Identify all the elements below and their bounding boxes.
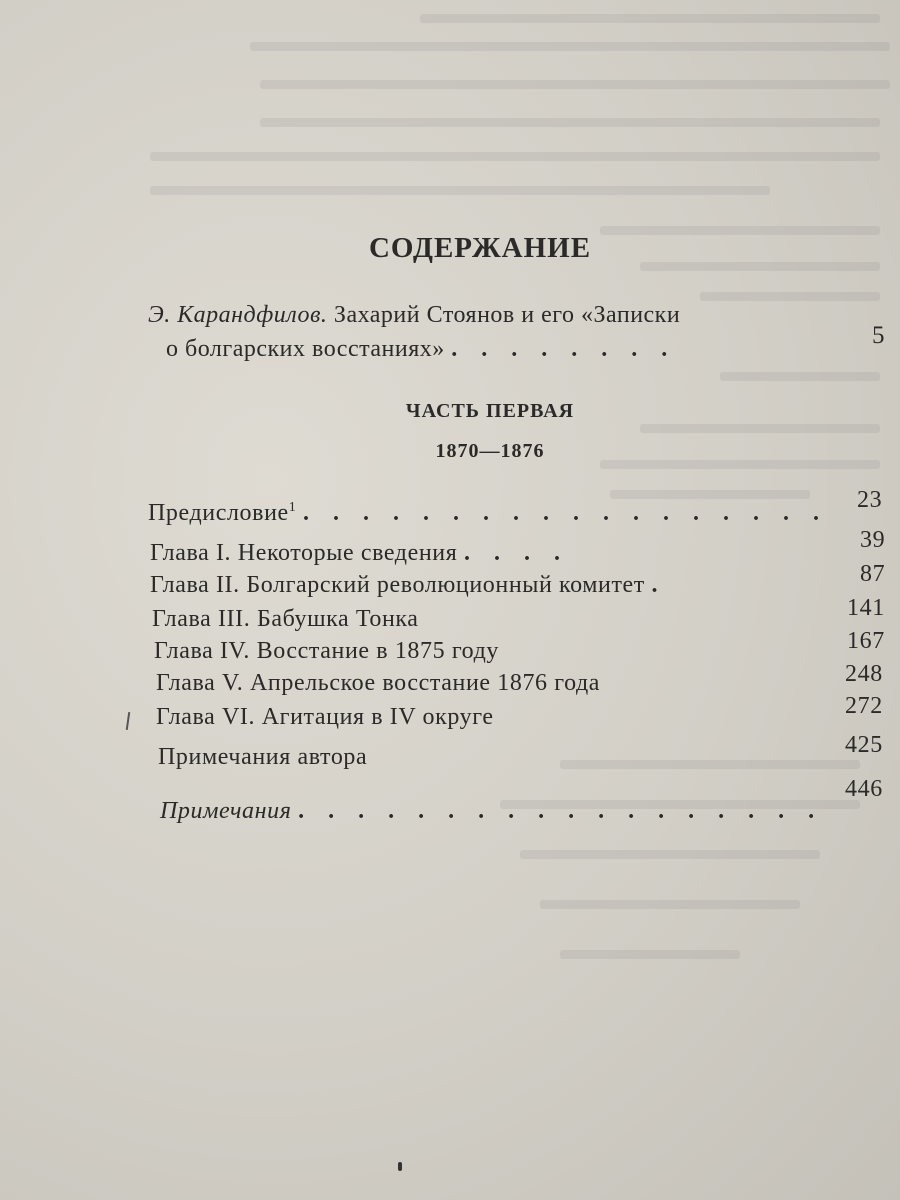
entry-leader-dots: . . . . . . . . . . . . . . . . . . bbox=[303, 500, 828, 526]
entry-label: Глава VI. Агитация в IV округе bbox=[156, 704, 494, 730]
entry-page-number: 23 bbox=[857, 487, 883, 513]
entry-label: Глава IV. Восстание в 1875 году bbox=[154, 638, 499, 664]
intro-title-line2: о болгарских восстаниях» bbox=[166, 336, 445, 362]
entry-leader-dots: . . . . . . . . . . . . . . . . . . bbox=[298, 798, 824, 824]
page-title: СОДЕРЖАНИЕ bbox=[368, 232, 592, 264]
toc-entry-intro[interactable] bbox=[148, 298, 848, 366]
entry-page-number: 87 bbox=[860, 561, 886, 587]
toc-entry-chapter-2-page bbox=[860, 561, 885, 588]
toc-entry-preface-page bbox=[857, 487, 882, 514]
toc-entry-chapter-4-page bbox=[847, 628, 885, 655]
toc-entry-author-notes[interactable] bbox=[158, 744, 367, 771]
toc-entry-chapter-3[interactable] bbox=[152, 606, 419, 633]
entry-leader-dots: . . . . bbox=[464, 540, 569, 566]
margin-pencil-mark bbox=[126, 712, 130, 730]
paper-spot bbox=[398, 1162, 402, 1171]
entry-label: Глава V. Апрельское восстание 1876 года bbox=[156, 670, 601, 696]
entry-label: Глава III. Бабушка Тонка bbox=[152, 606, 419, 632]
intro-title-line1: Захарий Стоянов и его «Записки bbox=[333, 302, 681, 328]
toc-entry-chapter-5-page bbox=[845, 661, 883, 688]
toc-entry-notes[interactable] bbox=[160, 798, 823, 825]
entry-page-number: 248 bbox=[845, 661, 883, 687]
toc-entry-chapter-6[interactable] bbox=[156, 704, 494, 731]
entry-page-number: 39 bbox=[860, 527, 886, 553]
entry-page-number: 425 bbox=[845, 732, 883, 758]
entry-page-number: 272 bbox=[845, 693, 883, 719]
entry-label: Примечания bbox=[160, 798, 292, 824]
toc-entry-chapter-5[interactable] bbox=[156, 670, 600, 697]
toc-entry-chapter-2[interactable] bbox=[150, 572, 667, 599]
entry-page-number: 446 bbox=[845, 776, 883, 802]
toc-entry-chapter-3-page bbox=[847, 595, 885, 622]
toc-entry-chapter-6-page bbox=[845, 693, 883, 720]
intro-page-number: 5 bbox=[872, 322, 885, 349]
entry-page-number: 141 bbox=[847, 595, 885, 621]
toc-entry-author-notes-page bbox=[845, 732, 883, 759]
entry-label: Глава I. Некоторые сведения bbox=[150, 540, 458, 566]
footnote-marker: 1 bbox=[288, 500, 297, 515]
entry-label: Предисловие bbox=[148, 500, 289, 526]
entry-label: Глава II. Болгарский революционный комитет bbox=[150, 572, 645, 598]
toc-entry-preface[interactable] bbox=[148, 500, 828, 527]
entry-page-number: 167 bbox=[847, 628, 885, 654]
intro-leader-dots: . . . . . . . . bbox=[451, 336, 677, 362]
toc-entry-chapter-1[interactable] bbox=[150, 540, 569, 567]
entry-label: Примечания автора bbox=[158, 744, 368, 770]
toc-entry-chapter-1-page bbox=[860, 527, 885, 554]
entry-leader-dots: . bbox=[651, 572, 667, 598]
part-title: ЧАСТЬ ПЕРВАЯ bbox=[405, 400, 575, 422]
toc-entry-chapter-4[interactable] bbox=[154, 638, 499, 665]
intro-author: Э. Карандфилов. bbox=[148, 302, 328, 328]
toc-entry-notes-page bbox=[845, 776, 883, 803]
part-years: 1870—1876 bbox=[435, 440, 545, 462]
